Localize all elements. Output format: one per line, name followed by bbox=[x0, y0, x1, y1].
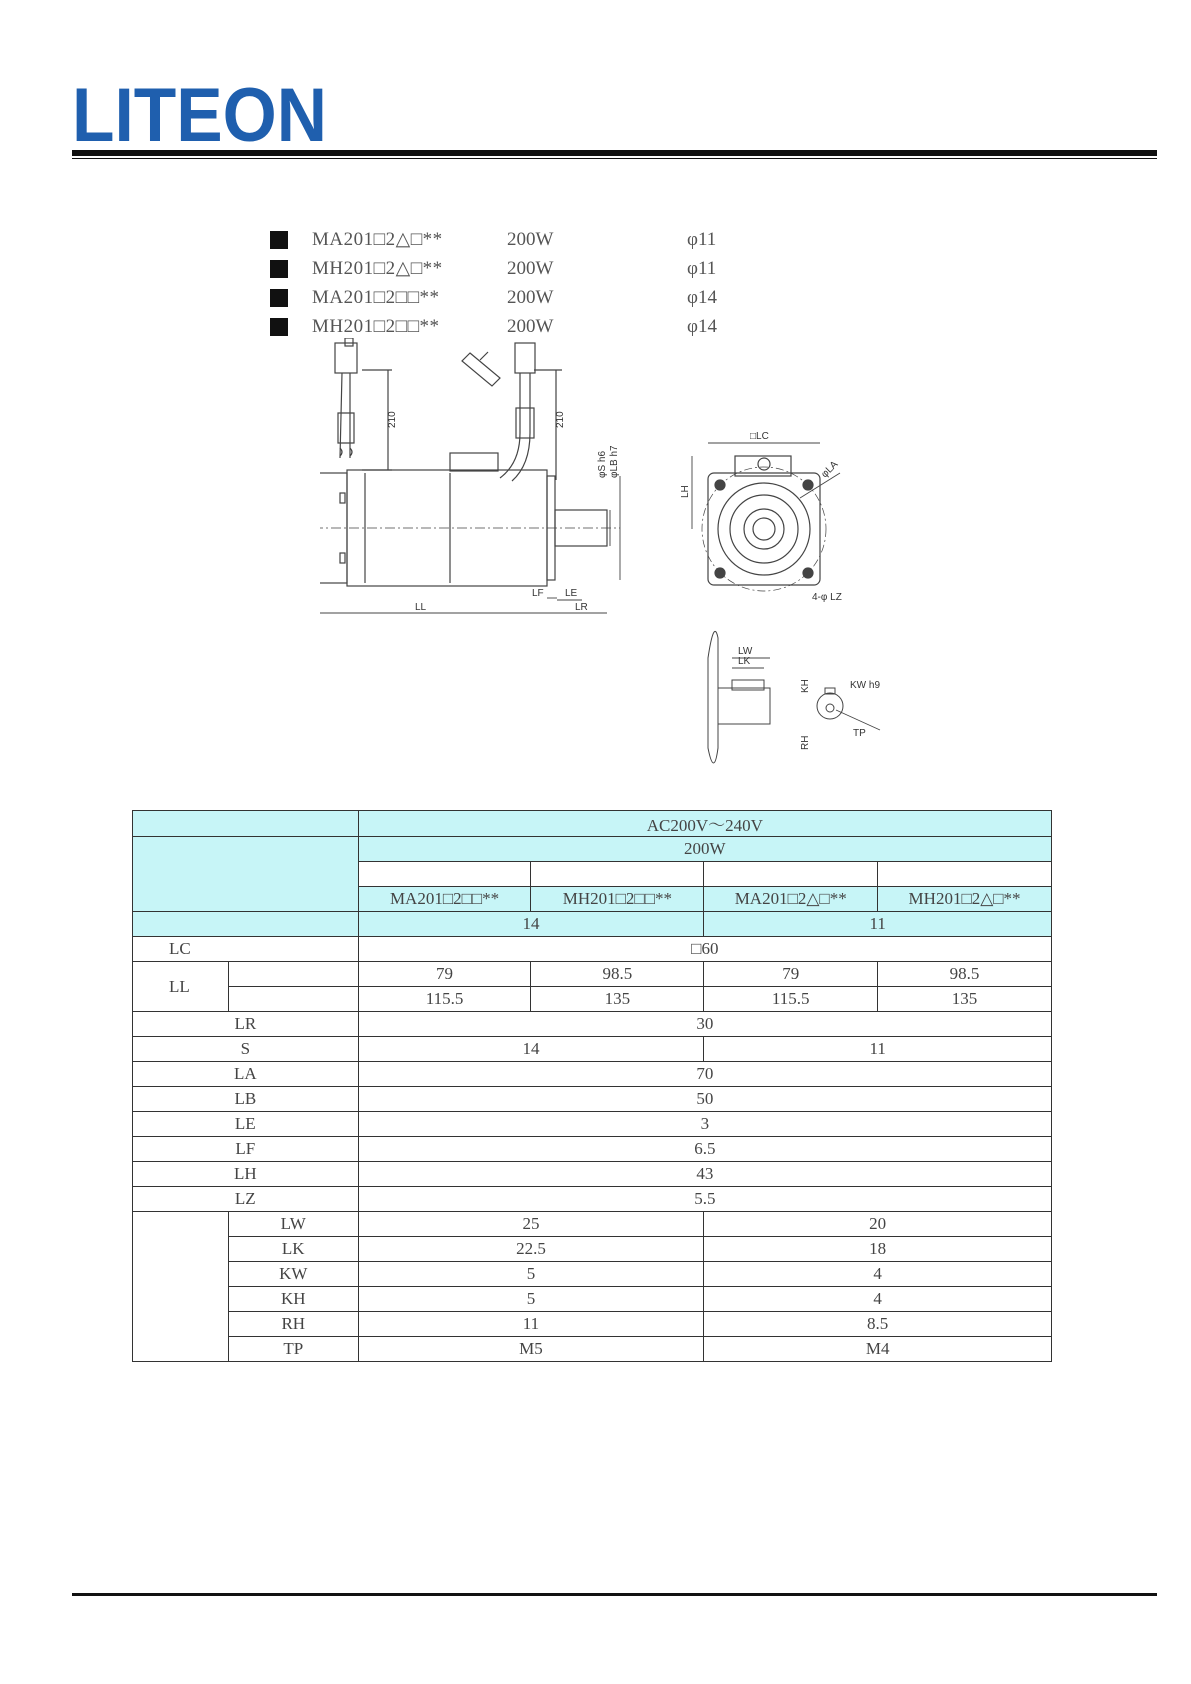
model-shaft: φ11 bbox=[687, 228, 717, 250]
table-row bbox=[133, 1012, 1052, 1037]
table-row bbox=[133, 1237, 1052, 1262]
blank-cell bbox=[358, 862, 531, 887]
model-header: MH201□2□□** bbox=[531, 887, 704, 912]
table-row bbox=[133, 987, 1052, 1012]
key-group-cell bbox=[133, 1212, 229, 1362]
value-cell: 22.5 bbox=[358, 1237, 704, 1262]
value-cell: 30 bbox=[358, 1012, 1051, 1037]
value-cell: 18 bbox=[704, 1237, 1052, 1262]
model-code: MA201□2□□** bbox=[312, 286, 440, 308]
dim-kh: KH bbox=[800, 679, 811, 693]
value-cell: 4 bbox=[704, 1287, 1052, 1312]
cable-length-dims bbox=[362, 370, 566, 480]
value-cell: 98.5 bbox=[531, 962, 704, 987]
dim-lw: LW bbox=[738, 646, 753, 657]
logo-text: LITEON bbox=[72, 78, 327, 150]
row-label: S bbox=[133, 1037, 359, 1062]
value-cell: 5 bbox=[358, 1287, 704, 1312]
table-row bbox=[133, 1062, 1052, 1087]
liteon-logo bbox=[72, 78, 342, 150]
power-cell: 200W bbox=[358, 837, 1051, 862]
dim-s: φS h6 bbox=[597, 450, 608, 478]
bullet-square-icon bbox=[270, 260, 288, 278]
blank-cell bbox=[878, 862, 1052, 887]
value-cell: 70 bbox=[358, 1062, 1051, 1087]
model-row bbox=[270, 283, 767, 312]
model-header: MH201□2△□** bbox=[878, 887, 1052, 912]
value-cell: M5 bbox=[358, 1337, 704, 1362]
value-cell: 79 bbox=[704, 962, 878, 987]
row-label: LW bbox=[228, 1212, 358, 1237]
value-cell: 50 bbox=[358, 1087, 1051, 1112]
row-label: LK bbox=[228, 1237, 358, 1262]
shaft-diameter-cell: 11 bbox=[704, 912, 1052, 937]
header-rule bbox=[72, 150, 1157, 156]
model-power: 200W bbox=[507, 315, 554, 337]
row-label: LC bbox=[133, 937, 359, 962]
table-row bbox=[133, 1312, 1052, 1337]
row-label: LB bbox=[133, 1087, 359, 1112]
table-row bbox=[133, 937, 1052, 962]
row-label: LH bbox=[133, 1162, 359, 1187]
value-cell: □60 bbox=[358, 937, 1051, 962]
value-cell: 135 bbox=[531, 987, 704, 1012]
row-label: TP bbox=[228, 1337, 358, 1362]
value-cell: 8.5 bbox=[704, 1312, 1052, 1337]
dim-lr: LR bbox=[575, 602, 588, 613]
voltage-cell: AC200V～240V bbox=[358, 811, 1051, 837]
value-cell: 5 bbox=[358, 1262, 704, 1287]
table-header-blank bbox=[133, 837, 359, 912]
dim-lf: LF bbox=[532, 588, 544, 599]
shaft-key-view bbox=[708, 631, 880, 763]
table-row bbox=[133, 912, 1052, 937]
row-label: LR bbox=[133, 1012, 359, 1037]
value-cell: 6.5 bbox=[358, 1137, 1051, 1162]
blank-cell bbox=[228, 962, 358, 987]
value-cell: M4 bbox=[704, 1337, 1052, 1362]
row-label: LA bbox=[133, 1062, 359, 1087]
row-label: RH bbox=[228, 1312, 358, 1337]
dimension-spec-table bbox=[132, 810, 1052, 1362]
value-cell: 11 bbox=[358, 1312, 704, 1337]
model-header: MA201□2□□** bbox=[358, 887, 531, 912]
table-row bbox=[133, 962, 1052, 987]
table-row bbox=[133, 1187, 1052, 1212]
value-cell: 4 bbox=[704, 1262, 1052, 1287]
motor-dimension-drawing bbox=[320, 338, 920, 788]
value-cell: 3 bbox=[358, 1112, 1051, 1137]
cable-length-label: 210 bbox=[387, 411, 398, 428]
cable-length-label-2: 210 bbox=[555, 411, 566, 428]
bullet-square-icon bbox=[270, 318, 288, 336]
dim-lk: LK bbox=[738, 656, 751, 667]
table-row bbox=[133, 1037, 1052, 1062]
value-cell: 115.5 bbox=[358, 987, 531, 1012]
value-cell: 135 bbox=[878, 987, 1052, 1012]
table-row bbox=[133, 1162, 1052, 1187]
dim-la: φLA bbox=[819, 459, 841, 481]
table-row bbox=[133, 837, 1052, 862]
row-label: LZ bbox=[133, 1187, 359, 1212]
dim-lh: LH bbox=[680, 485, 691, 498]
row-label: KH bbox=[228, 1287, 358, 1312]
table-header-blank bbox=[133, 811, 359, 837]
footer-rule bbox=[72, 1593, 1157, 1596]
dim-lz: 4-φ LZ bbox=[812, 592, 842, 603]
bullet-square-icon bbox=[270, 231, 288, 249]
dim-kw: KW h9 bbox=[850, 680, 881, 691]
value-cell: 14 bbox=[358, 1037, 704, 1062]
table-row bbox=[133, 811, 1052, 837]
model-list bbox=[270, 225, 767, 341]
model-code: MH201□2△□** bbox=[312, 258, 443, 279]
model-shaft: φ14 bbox=[687, 286, 717, 308]
value-cell: 25 bbox=[358, 1212, 704, 1237]
table-row bbox=[133, 1262, 1052, 1287]
model-header: MA201□2△□** bbox=[704, 887, 878, 912]
table-row bbox=[133, 1087, 1052, 1112]
model-shaft: φ11 bbox=[687, 257, 717, 279]
table-row bbox=[133, 1137, 1052, 1162]
row-label: LF bbox=[133, 1137, 359, 1162]
model-code: MH201□2□□** bbox=[312, 315, 440, 337]
header-rule-thin bbox=[72, 158, 1157, 159]
model-code: MA201□2△□** bbox=[312, 229, 443, 250]
model-row bbox=[270, 225, 767, 254]
blank-cell bbox=[228, 987, 358, 1012]
motor-side-view bbox=[320, 450, 620, 586]
table-header-blank bbox=[133, 912, 359, 937]
blank-cell bbox=[531, 862, 704, 887]
shaft-diameter-cell: 14 bbox=[358, 912, 704, 937]
blank-cell bbox=[704, 862, 878, 887]
value-cell: 79 bbox=[358, 962, 531, 987]
row-label: LL bbox=[133, 962, 229, 1012]
value-cell: 20 bbox=[704, 1212, 1052, 1237]
model-power: 200W bbox=[507, 228, 554, 250]
value-cell: 115.5 bbox=[704, 987, 878, 1012]
cable-connectors bbox=[335, 338, 535, 481]
dim-tp: TP bbox=[853, 728, 866, 739]
table-row bbox=[133, 1212, 1052, 1237]
dim-ll: LL bbox=[415, 602, 427, 613]
table-row bbox=[133, 1112, 1052, 1137]
motor-front-view bbox=[680, 431, 842, 603]
bullet-square-icon bbox=[270, 289, 288, 307]
value-cell: 43 bbox=[358, 1162, 1051, 1187]
dim-rh: RH bbox=[800, 735, 811, 750]
model-power: 200W bbox=[507, 286, 554, 308]
model-power: 200W bbox=[507, 257, 554, 279]
value-cell: 98.5 bbox=[878, 962, 1052, 987]
dim-lc: □LC bbox=[750, 431, 769, 442]
value-cell: 5.5 bbox=[358, 1187, 1051, 1212]
value-cell: 11 bbox=[704, 1037, 1052, 1062]
model-row bbox=[270, 254, 767, 283]
dim-lb: φLB h7 bbox=[609, 445, 620, 478]
row-label: KW bbox=[228, 1262, 358, 1287]
table-row bbox=[133, 1337, 1052, 1362]
row-label: LE bbox=[133, 1112, 359, 1137]
model-shaft: φ14 bbox=[687, 315, 717, 337]
dim-le: LE bbox=[565, 588, 578, 599]
model-row bbox=[270, 312, 767, 341]
table-row bbox=[133, 1287, 1052, 1312]
